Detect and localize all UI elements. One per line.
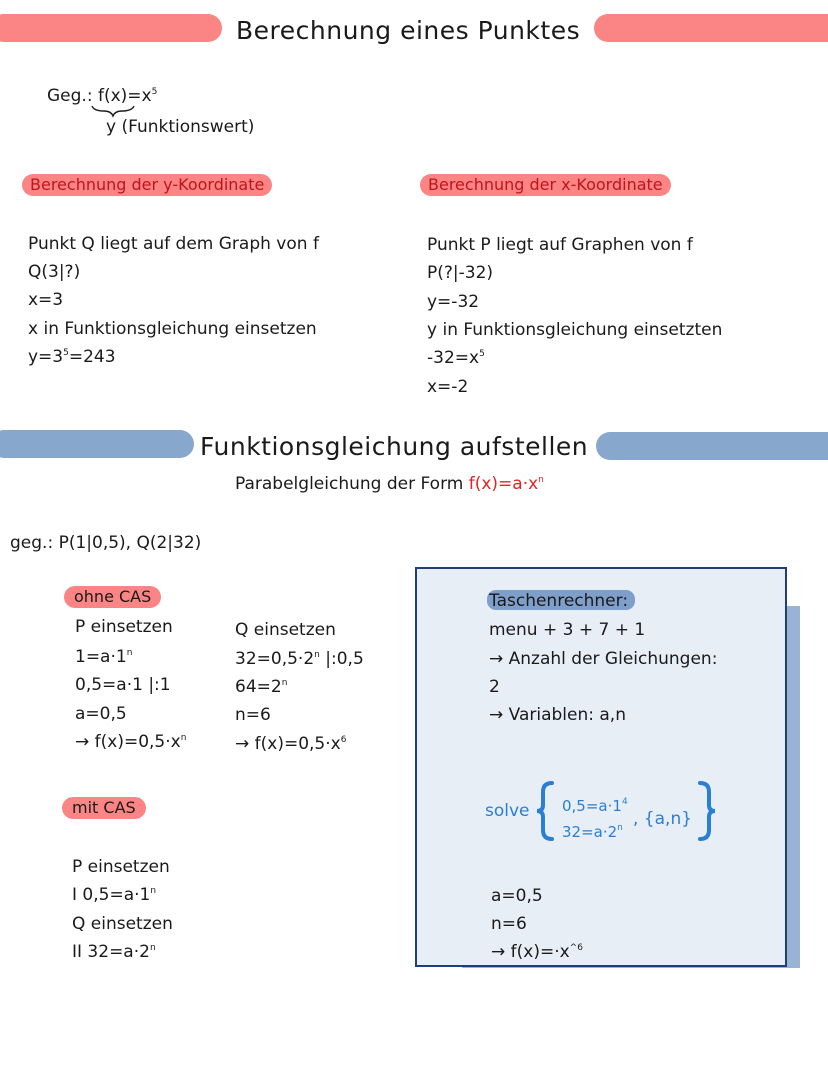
ohne-p4-a: → f(x)=0,5·x	[75, 732, 181, 752]
brace-right-icon	[696, 780, 718, 842]
calc-line-4: → Variablen: a,n	[489, 705, 626, 725]
ohne-p4-exp: n	[180, 733, 187, 743]
heading-y-coordinate: Berechnung der y-Koordinate	[22, 174, 272, 196]
mit-line-4	[72, 942, 156, 962]
mit-line-1: P einsetzen	[72, 857, 170, 877]
ohne-q-line-1	[235, 649, 364, 669]
mit-line-2	[72, 885, 156, 905]
ohne-p-line-1	[75, 647, 132, 667]
calc-result-3	[491, 942, 583, 962]
title2-bar-left	[0, 430, 194, 458]
calc-line-2: → Anzahl der Gleichungen:	[489, 649, 718, 669]
given-y: y (Funktionswert)	[106, 117, 255, 137]
ohne-cas-label: ohne CAS	[64, 586, 161, 608]
section2-subtitle	[235, 474, 544, 494]
calc-r3-exp: ^6	[569, 943, 583, 953]
calc-line-3: 2	[489, 677, 500, 697]
left-line-5-exp: 5	[63, 348, 69, 358]
ohne-q1-b: |:0,5	[319, 649, 364, 669]
calc-r3-a: → f(x)=·x	[491, 942, 570, 962]
right-line-2: P(?|-32)	[427, 263, 494, 283]
left-line-3: x=3	[28, 290, 64, 310]
ohne-p1-exp: n	[126, 648, 133, 658]
title-bar-left	[0, 14, 222, 42]
left-line-5-a: y=3	[28, 347, 64, 367]
calc-line-1: menu + 3 + 7 + 1	[489, 620, 646, 640]
left-line-5	[28, 347, 116, 367]
mit-cas-label: mit CAS	[62, 797, 146, 819]
mit-l2-a: I 0,5=a·1	[72, 885, 151, 905]
subtitle-exp: n	[538, 475, 544, 485]
ohne-q-line-3: n=6	[235, 705, 271, 725]
heading-x-coordinate: Berechnung der x-Koordinate	[420, 174, 671, 196]
section2-given: geg.: P(1|0,5), Q(2|32)	[10, 533, 202, 553]
mit-l2-exp: n	[150, 886, 157, 896]
ohne-q1-exp: n	[314, 650, 320, 660]
ohne-p-head: P einsetzen	[75, 617, 173, 637]
title2-bar-right	[596, 432, 828, 460]
calc-vars: , {a,n}	[633, 809, 693, 829]
calc-eq2-exp: n	[617, 823, 623, 833]
ohne-q-line-2	[235, 677, 287, 697]
given-exp: 5	[151, 87, 158, 97]
ohne-p-line-3: a=0,5	[75, 704, 127, 724]
calc-eq1-exp: 4	[621, 797, 628, 807]
right-line-6: x=-2	[427, 377, 469, 397]
ohne-p-line-2: 0,5=a·1 |:1	[75, 675, 171, 695]
ohne-p1-a: 1=a·1	[75, 647, 127, 667]
calc-heading: Taschenrechner:	[489, 591, 629, 611]
left-line-2: Q(3|?)	[28, 262, 81, 282]
right-line-5-a: -32=x	[427, 348, 480, 368]
right-line-5-exp: 5	[479, 349, 485, 359]
ohne-q4-exp: 6	[340, 735, 347, 745]
right-line-3: y=-32	[427, 292, 480, 312]
given-brace	[90, 104, 136, 118]
ohne-q1-a: 32=0,5·2	[235, 649, 315, 669]
calc-result-1: a=0,5	[491, 886, 543, 906]
calc-solve: solve	[485, 801, 530, 821]
title-bar-right	[594, 14, 828, 42]
calc-eq-2	[562, 822, 623, 842]
section1-title: Berechnung eines Punktes	[236, 16, 581, 45]
right-line-5	[427, 348, 485, 368]
mit-line-3: Q einsetzen	[72, 914, 173, 934]
ohne-p-line-4	[75, 732, 186, 752]
ohne-q-head: Q einsetzen	[235, 620, 336, 640]
right-line-1: Punkt P liegt auf Graphen von f	[427, 235, 693, 255]
calc-eq-1	[562, 796, 628, 816]
calc-eq2-a: 32=a·2	[562, 823, 618, 841]
ohne-q-line-4	[235, 734, 346, 754]
ohne-q4-a: → f(x)=0,5·x	[235, 734, 341, 754]
mit-l4-a: II 32=a·2	[72, 942, 150, 962]
mit-l4-exp: n	[149, 943, 156, 953]
ohne-q2-a: 64=2	[235, 677, 282, 697]
given-line	[47, 86, 157, 106]
calc-eq1-a: 0,5=a·1	[562, 797, 622, 815]
left-line-4: x in Funktionsgleichung einsetzen	[28, 319, 317, 339]
calc-result-2: n=6	[491, 914, 527, 934]
given-fx: f(x)=x	[97, 86, 152, 106]
given-prefix: Geg.:	[47, 86, 98, 106]
brace-left-icon	[534, 780, 556, 842]
right-line-4: y in Funktionsgleichung einsetzten	[427, 320, 723, 340]
section2-title: Funktionsgleichung aufstellen	[200, 432, 589, 461]
subtitle-formula: f(x)=a·x	[468, 474, 539, 494]
ohne-q2-exp: n	[281, 678, 288, 688]
subtitle-text: Parabelgleichung der Form	[235, 474, 469, 494]
left-line-1: Punkt Q liegt auf dem Graph von f	[28, 234, 319, 254]
left-line-5-b: =243	[68, 347, 116, 367]
